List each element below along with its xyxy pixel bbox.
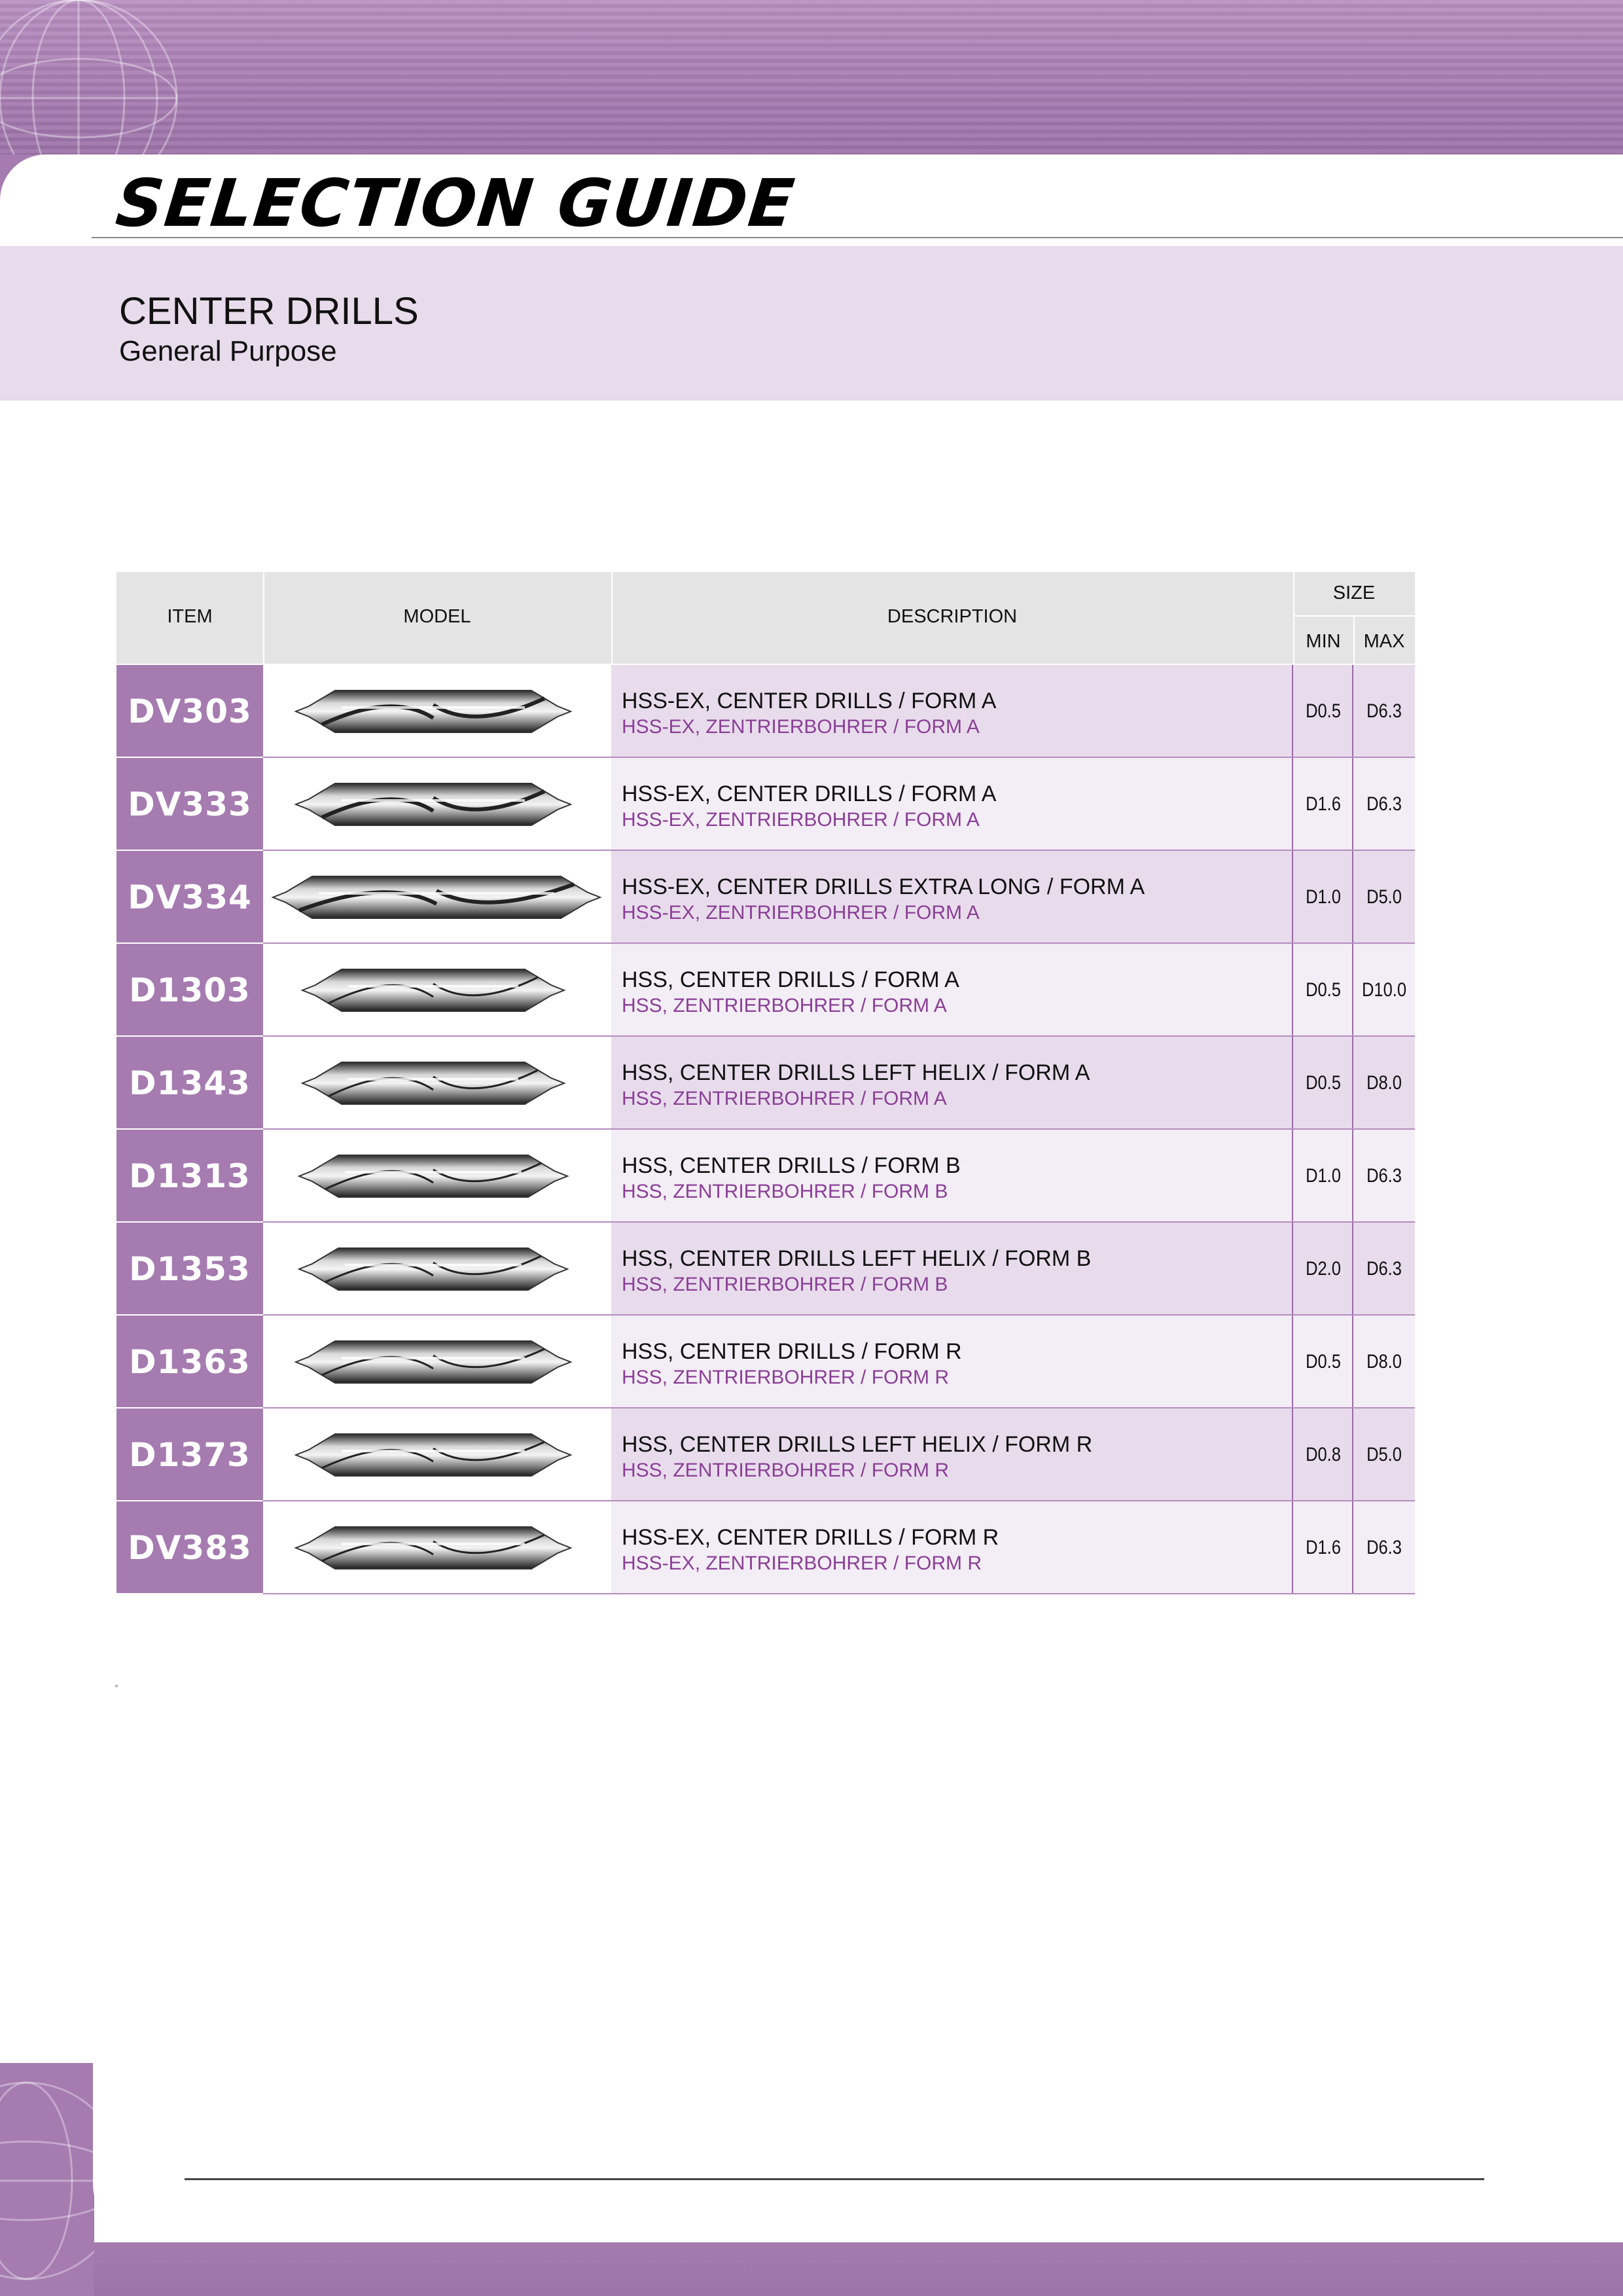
globe-icon	[0, 2063, 94, 2296]
category-title: CENTER DRILLS	[119, 290, 419, 332]
size-min: D0.5	[1306, 979, 1341, 1001]
header-min: MIN	[1306, 631, 1341, 652]
description-cell	[611, 1316, 1415, 1408]
model-image	[263, 1037, 611, 1130]
table-row	[116, 944, 1415, 1037]
model-image	[263, 758, 611, 851]
table-row	[116, 1130, 1415, 1223]
category-subtitle: General Purpose	[119, 335, 337, 367]
center-drill-icon	[263, 1223, 611, 1316]
table-row	[116, 1316, 1415, 1408]
table-row	[116, 758, 1415, 851]
center-drill-icon	[263, 758, 611, 851]
model-image	[263, 851, 611, 944]
description-de: HSS-EX, ZENTRIERBOHRER / FORM A	[622, 716, 980, 738]
size-max: D6.3	[1366, 1258, 1402, 1280]
header-max: MAX	[1363, 631, 1405, 652]
center-drill-icon	[263, 1037, 611, 1130]
table-row	[116, 665, 1415, 758]
size-min: D1.0	[1306, 1165, 1341, 1187]
item-code: D1303	[116, 944, 263, 1037]
model-image	[263, 1501, 611, 1594]
description-en: HSS, CENTER DRILLS / FORM B	[622, 1153, 961, 1178]
model-image	[263, 1223, 611, 1316]
footer-white-panel	[93, 2063, 1623, 2242]
description-de: HSS, ZENTRIERBOHRER / FORM A	[622, 995, 947, 1016]
header-band	[0, 0, 1623, 154]
item-code: D1343	[116, 1037, 263, 1130]
description-cell	[611, 1408, 1415, 1501]
description-cell	[611, 665, 1415, 758]
size-min: D0.5	[1306, 1351, 1341, 1372]
description-cell	[611, 1037, 1415, 1130]
header-curve	[0, 154, 92, 230]
model-image	[263, 1316, 611, 1408]
size-max: D6.3	[1366, 793, 1402, 815]
description-cell	[611, 1130, 1415, 1223]
item-code: DV303	[116, 665, 263, 758]
description-en: HSS, CENTER DRILLS / FORM A	[622, 967, 959, 992]
size-max: D10.0	[1361, 979, 1407, 1001]
page-title: SELECTION GUIDE	[112, 165, 799, 242]
description-cell	[611, 758, 1415, 851]
description-en: HSS, CENTER DRILLS LEFT HELIX / FORM R	[622, 1432, 1093, 1457]
table-row	[116, 1223, 1415, 1316]
description-en: HSS-EX, CENTER DRILLS / FORM A	[622, 781, 997, 806]
item-code: D1313	[116, 1130, 263, 1223]
size-max: D8.0	[1366, 1072, 1402, 1094]
description-en: HSS-EX, CENTER DRILLS / FORM R	[622, 1525, 999, 1550]
center-drill-icon	[263, 851, 611, 944]
description-en: HSS, CENTER DRILLS LEFT HELIX / FORM A	[622, 1060, 1090, 1085]
description-cell	[611, 1223, 1415, 1316]
description-cell	[611, 944, 1415, 1037]
center-drill-icon	[263, 1130, 611, 1223]
size-min: D2.0	[1306, 1258, 1341, 1280]
model-image	[263, 665, 611, 758]
header-description: DESCRIPTION	[887, 606, 1018, 627]
footer-divider	[185, 2178, 1484, 2180]
center-drill-icon	[263, 944, 611, 1037]
item-code: DV334	[116, 851, 263, 944]
description-de: HSS-EX, ZENTRIERBOHRER / FORM A	[622, 902, 980, 924]
item-code: DV383	[116, 1501, 263, 1594]
description-de: HSS, ZENTRIERBOHRER / FORM B	[622, 1274, 948, 1295]
header-size: SIZE	[1332, 583, 1376, 603]
description-de: HSS, ZENTRIERBOHRER / FORM A	[622, 1088, 947, 1109]
center-drill-icon	[263, 1408, 611, 1501]
description-en: HSS-EX, CENTER DRILLS EXTRA LONG / FORM A	[622, 874, 1145, 899]
item-code: D1373	[116, 1408, 263, 1501]
description-cell	[611, 1501, 1415, 1594]
size-min: D0.5	[1306, 700, 1341, 722]
table-row	[116, 1037, 1415, 1130]
description-de: HSS, ZENTRIERBOHRER / FORM R	[622, 1367, 950, 1388]
model-image	[263, 1408, 611, 1501]
description-de: HSS, ZENTRIERBOHRER / FORM B	[622, 1181, 948, 1202]
size-max: D8.0	[1366, 1351, 1402, 1372]
item-code: D1363	[116, 1316, 263, 1408]
model-image	[263, 1130, 611, 1223]
description-de: HSS, ZENTRIERBOHRER / FORM R	[622, 1460, 950, 1481]
description-de: HSS-EX, ZENTRIERBOHRER / FORM A	[622, 809, 980, 831]
item-code: DV333	[116, 758, 263, 851]
size-max: D5.0	[1366, 1444, 1402, 1465]
table-row	[116, 1501, 1415, 1594]
table-row	[116, 1408, 1415, 1501]
size-max: D6.3	[1366, 1165, 1402, 1187]
size-min: D0.8	[1306, 1444, 1341, 1465]
size-max: D6.3	[1366, 700, 1402, 722]
description-en: HSS, CENTER DRILLS LEFT HELIX / FORM B	[622, 1246, 1092, 1271]
size-min: D1.0	[1306, 886, 1341, 908]
size-min: D0.5	[1306, 1072, 1341, 1094]
center-drill-icon	[263, 1501, 611, 1594]
header-model: MODEL	[403, 606, 471, 627]
size-min: D1.6	[1306, 793, 1341, 815]
description-cell	[611, 851, 1415, 944]
size-max: D6.3	[1366, 1537, 1402, 1558]
table-row	[116, 851, 1415, 944]
footer-band	[0, 2242, 1623, 2296]
description-en: HSS-EX, CENTER DRILLS / FORM A	[622, 689, 997, 713]
center-drill-icon	[263, 665, 611, 758]
size-min: D1.6	[1306, 1537, 1341, 1558]
item-code: D1353	[116, 1223, 263, 1316]
model-image	[263, 944, 611, 1037]
stray-dot	[115, 1685, 118, 1687]
size-max: D5.0	[1366, 886, 1402, 908]
header-item: ITEM	[167, 606, 213, 627]
description-de: HSS-EX, ZENTRIERBOHRER / FORM R	[622, 1552, 982, 1574]
description-en: HSS, CENTER DRILLS / FORM R	[622, 1339, 962, 1364]
table-header	[116, 572, 1415, 664]
center-drill-icon	[263, 1316, 611, 1408]
